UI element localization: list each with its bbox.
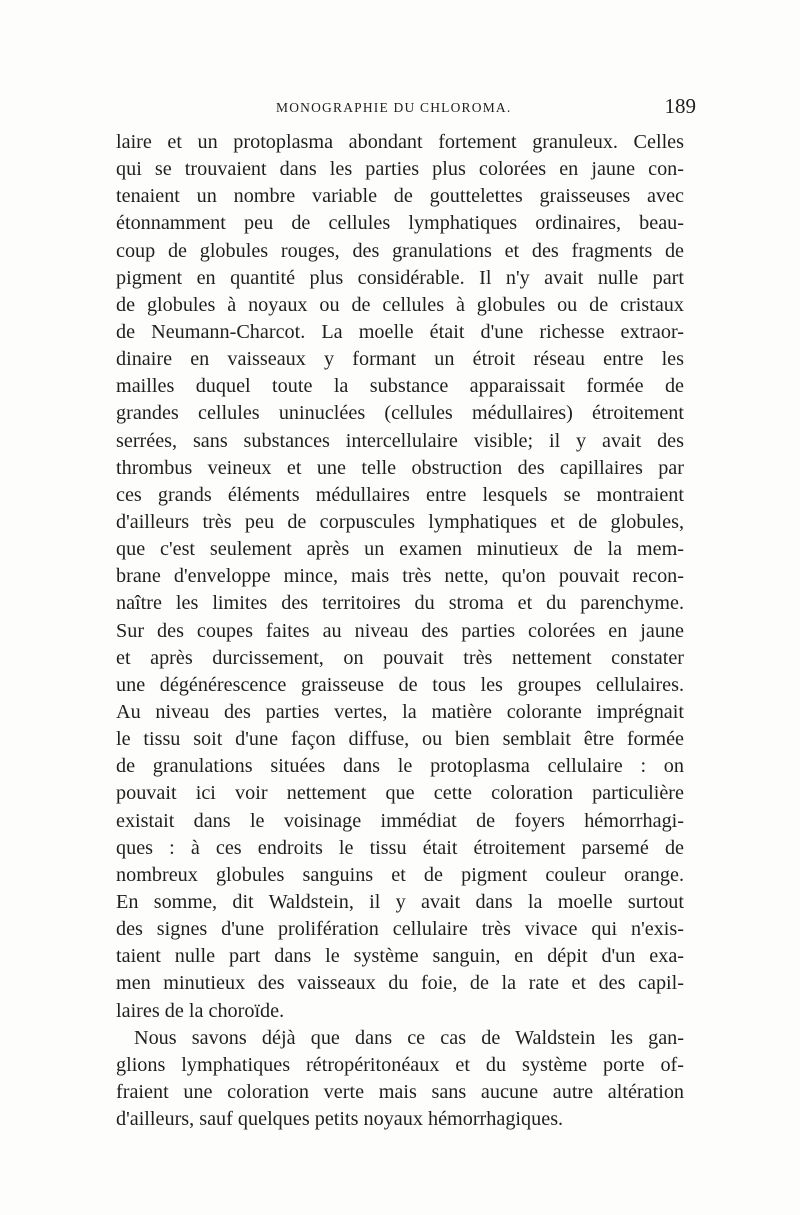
text-line: de globules à noyaux ou de cellules à globules ou de cristaux xyxy=(116,293,684,316)
text-line: naître les limites des territoires du stroma et du parenchyme. xyxy=(116,592,684,615)
text-line: laires de la choroïde. xyxy=(116,999,285,1022)
text-line: laire et un protoplasma abondant fortement granuleux. Celles xyxy=(116,131,684,153)
text-line: brane d'enveloppe mince, mais très nette, qu'on pouvait recon- xyxy=(116,565,684,588)
text-line: grandes cellules uninuclées (cellules médullaires) étroitement xyxy=(116,402,684,425)
text-line: une dégénérescence graisseuse de tous les groupes cellulaires. xyxy=(116,673,684,696)
paragraph xyxy=(116,1025,684,1134)
text-line: qui se trouvaient dans les parties plus colorées en jaune con- xyxy=(116,158,684,181)
text-line: que c'est seulement après un examen minutieux de la mem- xyxy=(116,538,684,561)
page-number: 189 xyxy=(664,94,696,118)
text-line: serrées, sans substances intercellulaire visible; il y avait des xyxy=(116,429,684,452)
text-line: le tissu soit d'une façon diffuse, ou bien semblait être formée xyxy=(116,728,684,751)
text-line: mailles duquel toute la substance apparaissait formée de xyxy=(116,375,684,398)
text-line: Sur des coupes faites au niveau des parties colorées en jaune xyxy=(116,619,684,642)
text-line: des signes d'une prolifération cellulaire très vivace qui n'exis- xyxy=(116,918,684,941)
text-line: taient nulle part dans le système sanguin, en dépit d'un exa- xyxy=(116,945,684,968)
text-line: existait dans le voisinage immédiat de foyers hémorrhagi- xyxy=(116,809,684,832)
text-line: ques : à ces endroits le tissu était étroitement parsemé de xyxy=(116,836,684,859)
text-line: Nous savons déjà que dans ce cas de Waldstein les gan- xyxy=(134,1026,684,1049)
text-line: d'ailleurs, sauf quelques petits noyaux hémorrhagiques. xyxy=(116,1108,564,1131)
running-head: MONOGRAPHIE DU CHLOROMA. xyxy=(276,100,512,115)
page-header xyxy=(116,94,696,124)
text-line: coup de globules rouges, des granulations et des fragments de xyxy=(116,239,684,262)
text-line: glions lymphatiques rétropéritonéaux et du système porte of- xyxy=(116,1053,684,1076)
body-text xyxy=(116,129,684,1133)
text-line: de Neumann-Charcot. La moelle était d'une richesse extraor- xyxy=(116,320,684,343)
paragraph xyxy=(116,129,684,1025)
text-line: nombreux globules sanguins et de pigment couleur orange. xyxy=(116,863,684,886)
text-line: Au niveau des parties vertes, la matière colorante imprégnait xyxy=(116,700,684,723)
text-line: men minutieux des vaisseaux du foie, de la rate et des capil- xyxy=(116,972,684,995)
text-line: et après durcissement, on pouvait très nettement constater xyxy=(116,646,684,669)
text-line: d'ailleurs très peu de corpuscules lymphatiques et de globules, xyxy=(116,510,684,533)
text-line: En somme, dit Waldstein, il y avait dans la moelle surtout xyxy=(116,890,684,913)
text-line: thrombus veineux et une telle obstruction des capillaires par xyxy=(116,456,684,479)
text-line: dinaire en vaisseaux y formant un étroit réseau entre les xyxy=(116,348,684,371)
text-line: fraient une coloration verte mais sans aucune autre altération xyxy=(116,1080,684,1103)
text-line: de granulations situées dans le protoplasma cellulaire : on xyxy=(116,755,684,778)
text-line: pouvait ici voir nettement que cette coloration particulière xyxy=(116,782,684,805)
text-line: tenaient un nombre variable de gouttelettes graisseuses avec xyxy=(116,185,684,208)
text-line: étonnamment peu de cellules lymphatiques ordinaires, beau- xyxy=(116,212,684,235)
text-line: ces grands éléments médullaires entre lesquels se montraient xyxy=(116,483,684,506)
text-line: pigment en quantité plus considérable. Il n'y avait nulle part xyxy=(116,266,684,289)
